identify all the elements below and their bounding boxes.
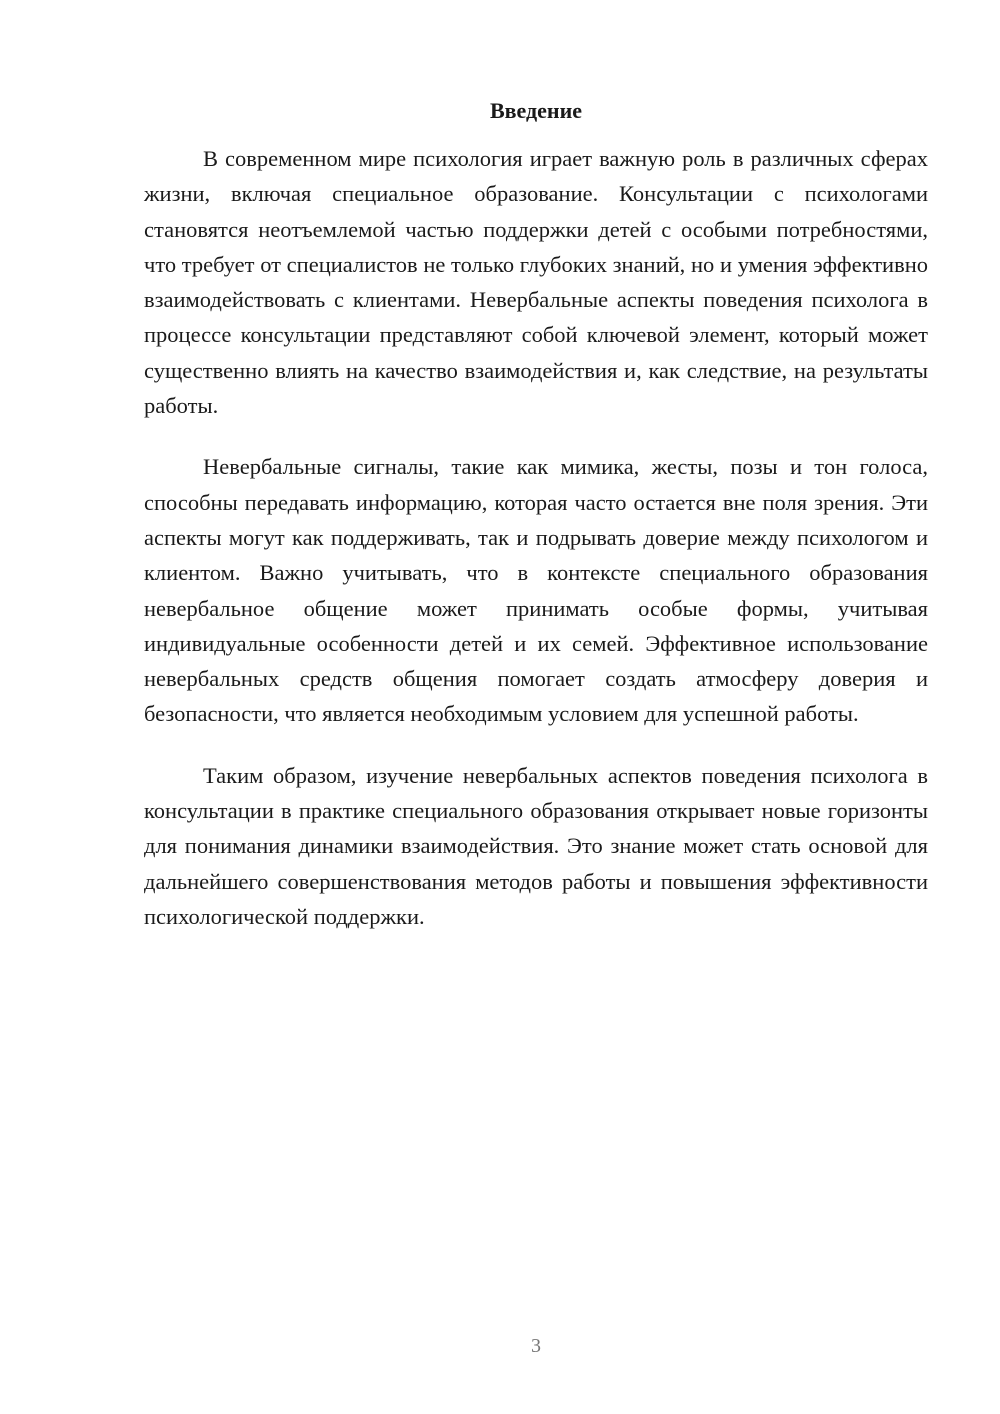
body-text bbox=[144, 141, 928, 960]
paragraph-3: Таким образом, изучение невербальных аспектов поведения психолога в консультации в практике специального образования открывает новые горизонты для понимания динамики взаимодействия. Это знание может стать основой для дальнейшего совершенствования методов работы и повышения эффективности психологической поддержки. bbox=[144, 762, 928, 929]
page-number: 3 bbox=[531, 1335, 541, 1357]
paragraph-1: В современном мире психология играет важную роль в различных сферах жизни, включая специальное образование. Консультации с психологами становятся неотъемлемой частью поддержки детей с особыми потребностями, что требует от специалистов не только глубоких знаний, но и умения эффективно взаимодействовать с клиентами. Невербальные аспекты поведения психолога в процессе консультации представляют собой ключевой элемент, который может существенно влиять на качество взаимодействия и, как следствие, на результаты работы. bbox=[144, 146, 928, 419]
paragraph-2: Невербальные сигналы, такие как мимика, жесты, позы и тон голоса, способны передавать информацию, которая часто остается вне поля зрения. Эти аспекты могут как поддерживать, так и подрывать доверие между психологом и клиентом. Важно учитывать, что в контексте специального образования невербальное общение может принимать особые формы, учитывая индивидуальные особенности детей и их семей. Эффективное использование невербальных средств общения помогает создать атмосферу доверия и безопасности, что является необходимым условием для успешной работы. bbox=[144, 454, 928, 727]
page-title: Введение bbox=[489, 98, 583, 123]
